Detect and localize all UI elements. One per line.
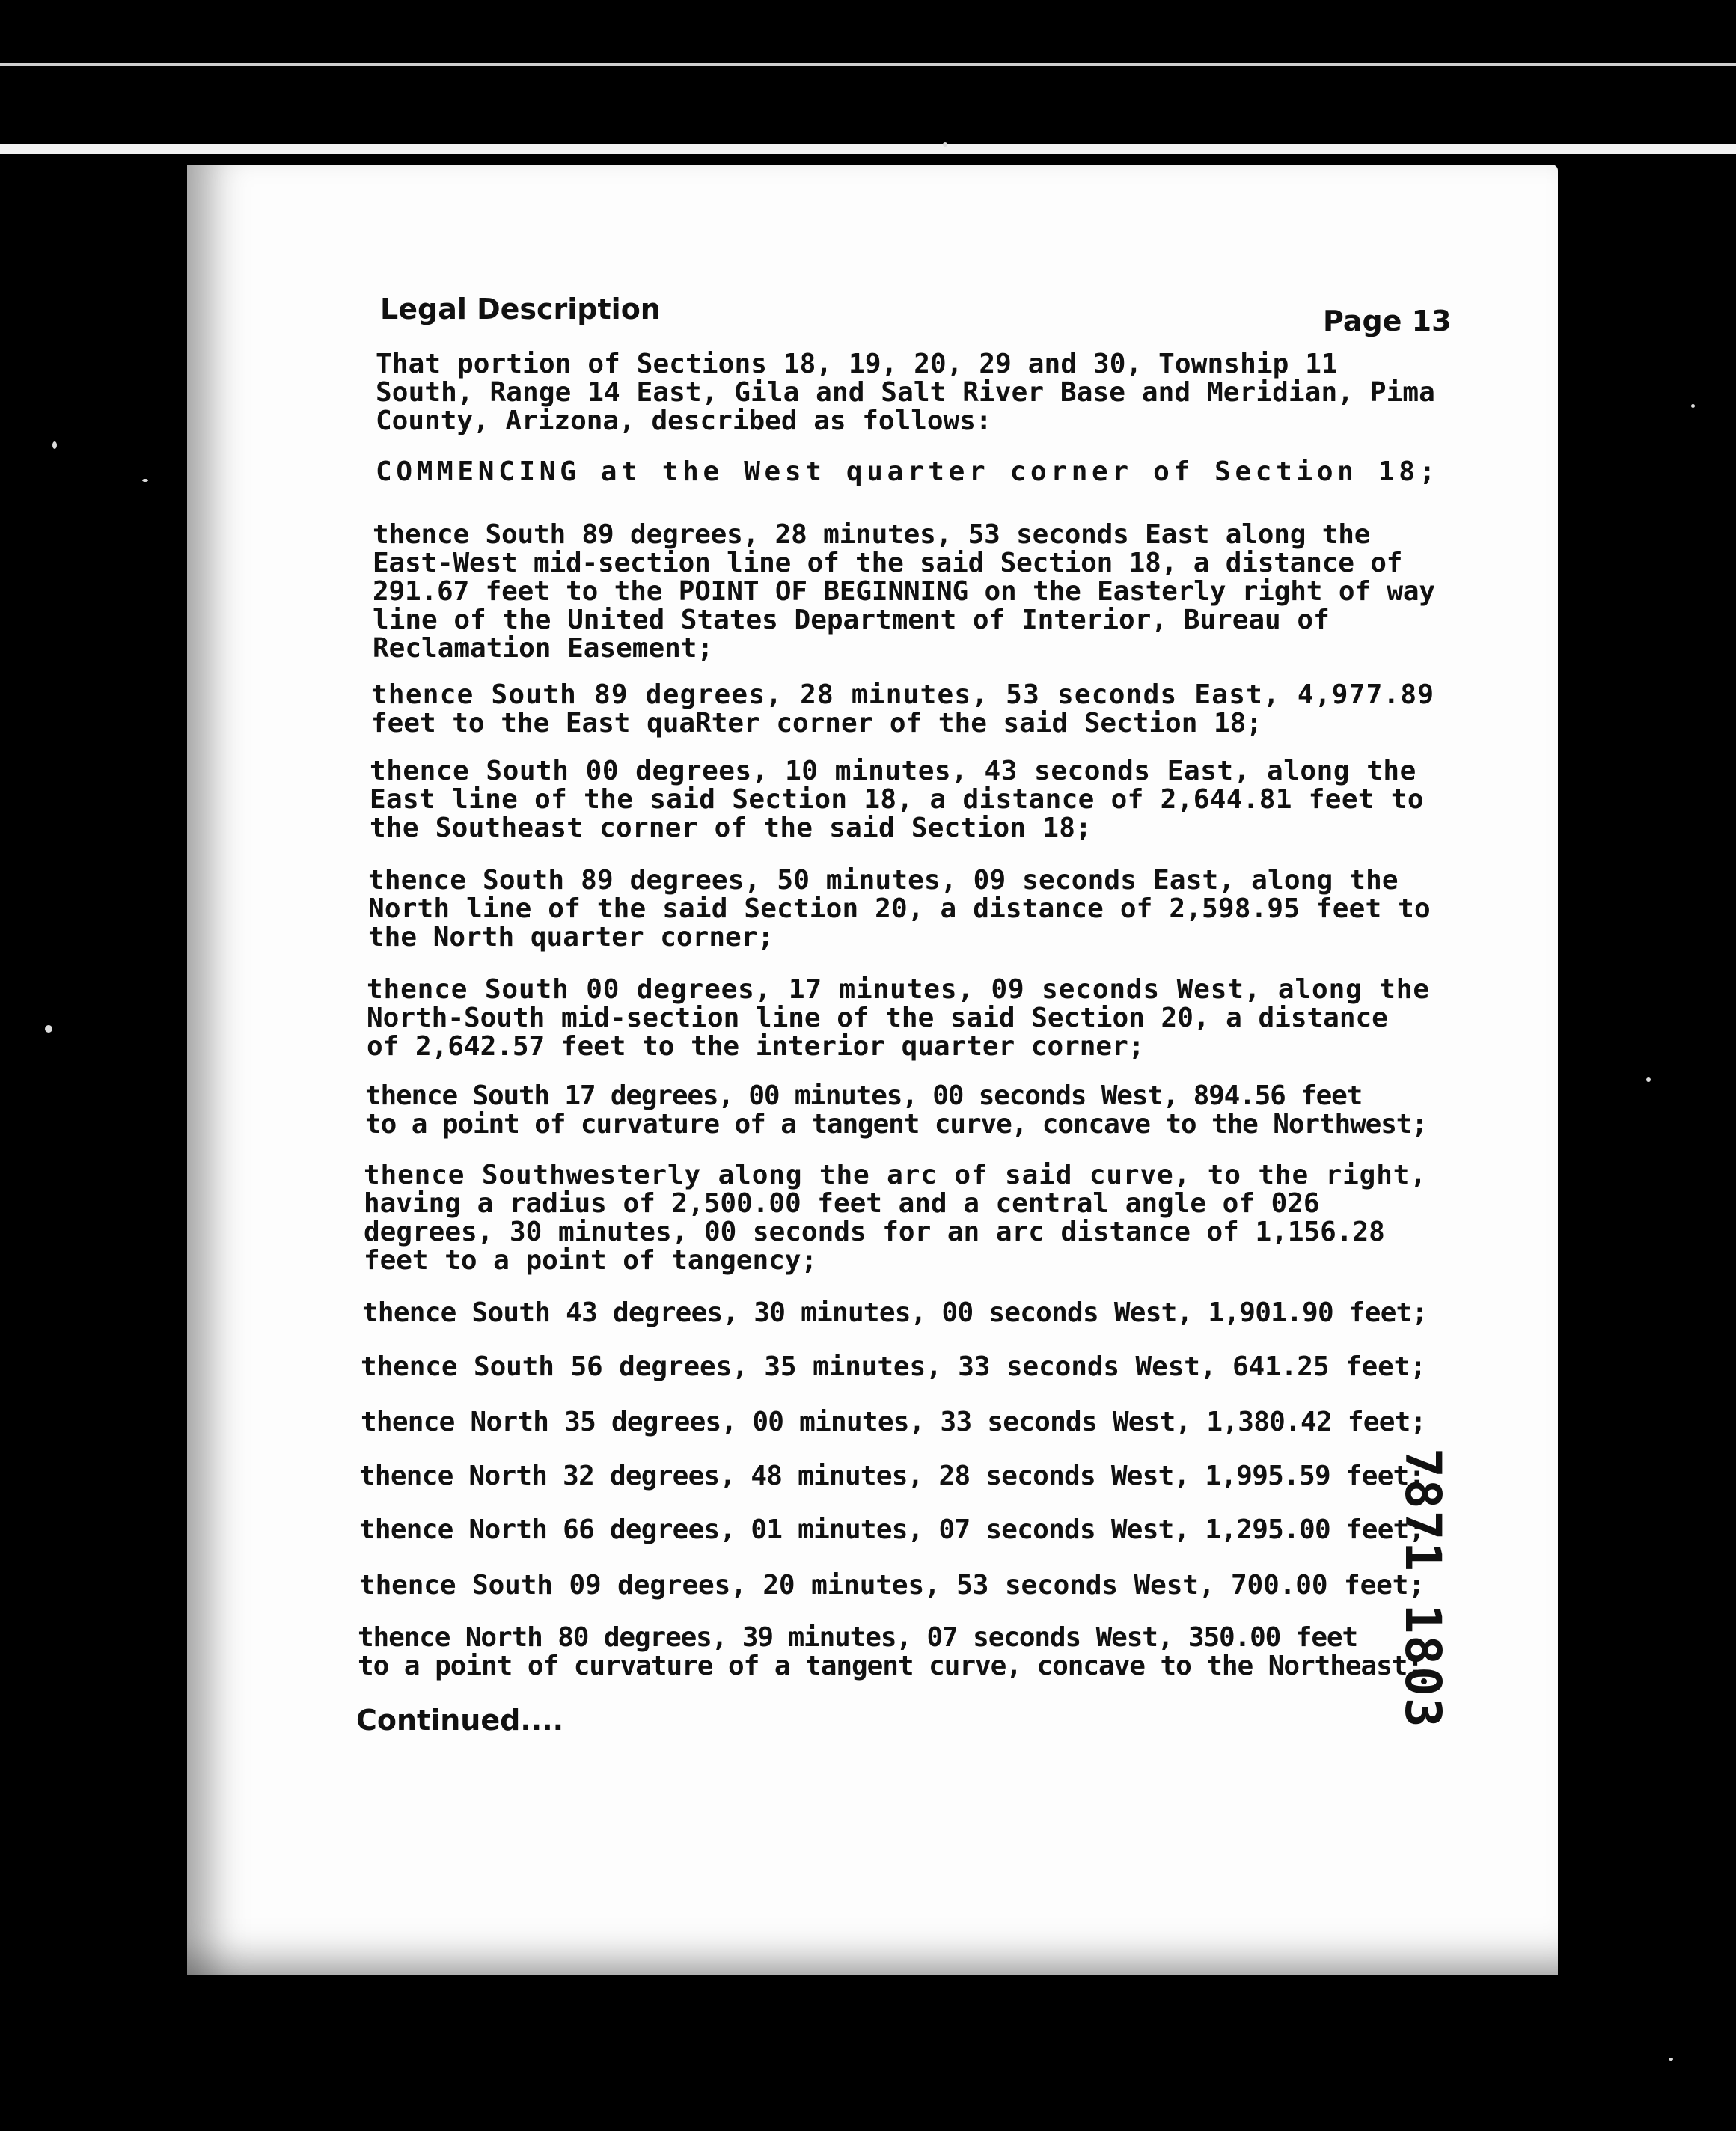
paragraph-line: East line of the said Section 18, a distance of 2,644.81 feet to	[370, 784, 1424, 815]
page-number: Page 13	[1323, 305, 1452, 337]
legal-paragraph	[364, 1161, 1427, 1275]
paragraph-line: having a radius of 2,500.00 feet and a central angle of 026	[364, 1188, 1320, 1219]
paragraph-line: to a point of curvature of a tangent curve, concave to the Northeast;	[358, 1651, 1423, 1681]
paragraph-line: 291.67 feet to the POINT OF BEGINNING on the Easterly right of way	[373, 576, 1435, 607]
legal-paragraph	[370, 757, 1424, 843]
paragraph-line: East-West mid-section line of the said Section 18, a distance of	[373, 548, 1403, 578]
scan-top-band	[0, 144, 1736, 154]
paragraph-line: Reclamation Easement;	[373, 633, 714, 664]
paragraph-line: That portion of Sections 18, 19, 20, 29 and 30, Township 11	[376, 349, 1338, 379]
paragraph-line: North-South mid-section line of the said Section 20, a distance	[367, 1003, 1388, 1033]
paragraph-line: thence North 32 degrees, 48 minutes, 28 seconds West, 1,995.59 feet;	[359, 1461, 1425, 1491]
paragraph-line: feet to a point of tangency;	[364, 1245, 818, 1276]
paragraph-line: to a point of curvature of a tangent curve, concave to the Northwest;	[365, 1109, 1427, 1140]
legal-paragraph	[361, 1408, 1426, 1437]
paragraph-line: COMMENCING at the West quarter corner of Section 18;	[376, 456, 1440, 487]
paragraph-line: thence South 43 degrees, 30 minutes, 00 seconds West, 1,901.90 feet;	[362, 1297, 1428, 1328]
scan-speck	[1669, 2058, 1673, 2061]
paragraph-line: thence North 80 degrees, 39 minutes, 07 seconds West, 350.00 feet	[358, 1622, 1357, 1653]
legal-paragraph	[358, 1624, 1422, 1681]
legal-paragraph	[373, 521, 1435, 663]
scan-speck	[1691, 404, 1695, 408]
scan-speck	[45, 1025, 52, 1033]
legal-paragraph	[359, 1516, 1425, 1544]
document-side-number: 7871 1803	[1394, 1448, 1452, 1729]
paragraph-line: degrees, 30 minutes, 00 seconds for an arc distance of 1,156.28	[364, 1217, 1385, 1247]
paragraph-line: County, Arizona, described as follows:	[376, 406, 992, 436]
legal-paragraph	[359, 1571, 1425, 1600]
scan-speck	[1646, 1077, 1651, 1082]
scan-top-rule	[0, 63, 1736, 66]
paragraph-line: thence South 89 degrees, 28 minutes, 53 seconds East, 4,977.89	[371, 679, 1435, 710]
legal-paragraph	[359, 1462, 1425, 1491]
paragraph-line: feet to the East quaRter corner of the said Section 18;	[371, 708, 1262, 739]
paragraph-line: South, Range 14 East, Gila and Salt River Base and Meridian, Pima	[376, 377, 1435, 408]
legal-paragraph	[362, 1299, 1428, 1327]
legal-paragraph	[368, 866, 1431, 952]
paragraph-line: thence North 66 degrees, 01 minutes, 07 seconds West, 1,295.00 feet;	[359, 1514, 1425, 1545]
paragraph-line: thence Southwesterly along the arc of said curve, to the right,	[364, 1160, 1427, 1190]
paragraph-line: thence South 89 degrees, 28 minutes, 53 seconds East along the	[373, 519, 1371, 550]
paragraph-line: thence South 17 degrees, 00 minutes, 00 seconds West, 894.56 feet	[365, 1080, 1363, 1111]
paragraph-line: the North quarter corner;	[368, 922, 774, 953]
document-page	[187, 165, 1558, 1975]
legal-paragraph	[361, 1353, 1426, 1381]
legal-paragraph	[376, 458, 1440, 486]
legal-paragraph	[371, 681, 1434, 738]
paragraph-line: thence South 89 degrees, 50 minutes, 09 seconds East, along the	[368, 865, 1399, 896]
paragraph-line: of 2,642.57 feet to the interior quarter corner;	[367, 1031, 1145, 1062]
document-title: Legal Description	[380, 293, 661, 325]
paragraph-line: line of the United States Department of Interior, Bureau of	[373, 605, 1330, 635]
legal-paragraph	[376, 350, 1435, 435]
paragraph-line: thence South 09 degrees, 20 minutes, 53 seconds West, 700.00 feet;	[359, 1570, 1425, 1600]
paragraph-line: thence North 35 degrees, 00 minutes, 33 seconds West, 1,380.42 feet;	[361, 1407, 1426, 1437]
paragraph-line: thence South 56 degrees, 35 minutes, 33 seconds West, 641.25 feet;	[361, 1351, 1426, 1382]
legal-paragraph	[365, 1082, 1427, 1139]
legal-paragraph	[367, 976, 1430, 1061]
scan-speck	[52, 441, 57, 449]
scan-speck	[943, 142, 947, 147]
scan-speck	[142, 479, 148, 482]
paragraph-line: thence South 00 degrees, 10 minutes, 43 seconds East, along the	[370, 756, 1416, 786]
continued-label: Continued....	[356, 1704, 564, 1737]
paragraph-line: North line of the said Section 20, a distance of 2,598.95 feet to	[368, 893, 1431, 924]
paragraph-line: thence South 00 degrees, 17 minutes, 09 seconds West, along the	[367, 974, 1430, 1005]
paragraph-line: the Southeast corner of the said Section 18;	[370, 813, 1092, 843]
